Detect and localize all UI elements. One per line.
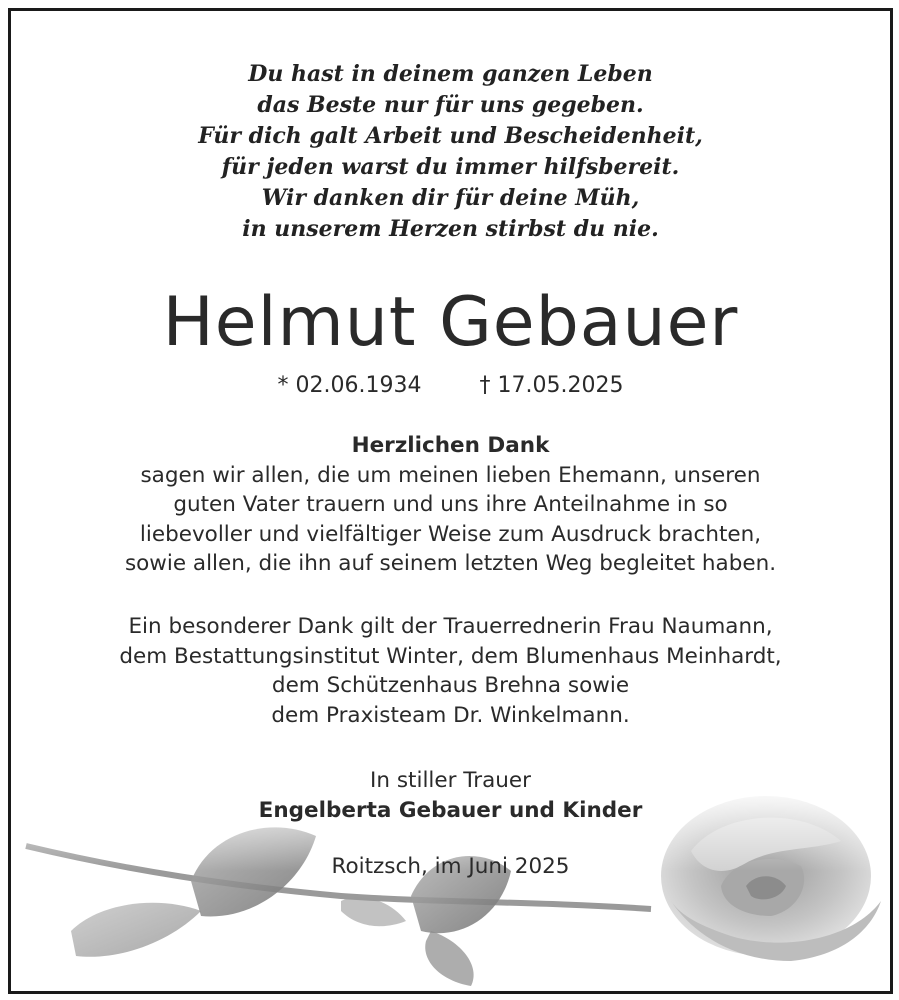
thanks-line: liebevoller und vielfältiger Weise zum Ausdruck brachten,: [139, 521, 762, 547]
deceased-name: Helmut Gebauer: [162, 283, 739, 362]
thanks-line: guten Vater trauern und uns ihre Anteilnahme in so: [173, 492, 728, 517]
mourning-intro: In stiller Trauer: [370, 768, 531, 793]
death-date: † 17.05.2025: [479, 373, 624, 398]
place-date: Roitzsch, im Juni 2025: [331, 854, 570, 879]
poem-line: das Beste nur für uns gegeben.: [257, 92, 644, 118]
life-dates: [11, 371, 890, 401]
poem-line: Für dich galt Arbeit und Bescheidenheit,: [198, 123, 703, 149]
thanks-paragraph: [11, 431, 890, 579]
special-thanks-line: dem Bestattungsinstitut Winter, dem Blumenhaus Meinhardt,: [119, 643, 782, 669]
obituary-frame: [8, 8, 893, 994]
poem-line: für jeden warst du immer hilfsbereit.: [221, 154, 680, 180]
poem-line: in unserem Herzen stirbst du nie.: [242, 216, 659, 242]
poem-line: Wir danken dir für deine Müh,: [261, 185, 640, 211]
birth-date: * 02.06.1934: [277, 373, 422, 398]
thanks-heading: Herzlichen Dank: [351, 433, 550, 458]
special-thanks-line: dem Praxisteam Dr. Winkelmann.: [271, 702, 630, 728]
thanks-line: sowie allen, die ihn auf seinem letzten Weg begleitet haben.: [124, 551, 777, 576]
mourning-signature: [11, 766, 890, 826]
special-thanks-line: Ein besonderer Dank gilt der Trauerrednerin Frau Naumann,: [128, 614, 773, 639]
poem-line: Du hast in deinem ganzen Leben: [248, 61, 653, 87]
thanks-line: sagen wir allen, die um meinen lieben Ehemann, unseren: [140, 462, 761, 488]
special-thanks-line: dem Schützenhaus Brehna sowie: [271, 673, 630, 698]
mourning-family: Engelberta Gebauer und Kinder: [258, 798, 643, 823]
memorial-poem: [11, 59, 890, 245]
special-thanks-paragraph: [11, 612, 890, 730]
